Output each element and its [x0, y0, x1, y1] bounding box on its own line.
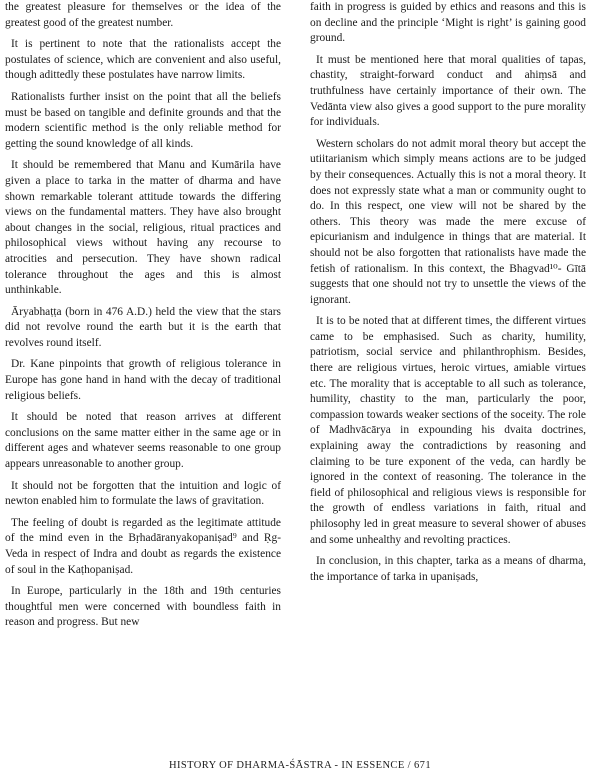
paragraph: Dr. Kane pinpoints that growth of religious tolerance in Europe has gone hand in hand with the decay of traditional religious beliefs.	[5, 358, 281, 402]
footer-separator: /	[407, 760, 411, 771]
paragraph: In Europe, particularly in the 18th and 19th centuries thoughtful men were concerned with boundless faith in reason and progress. But new	[5, 585, 281, 629]
paragraph: Rationalists further insist on the point that all the beliefs must be based on tangible and definite grounds and that the modern scientific method is the only reliable method for getting the sound knowledge of all kinds.	[5, 90, 281, 150]
paragraph: It should be noted that reason arrives at different conclusions on the same matter either in the same age or in different ages and whatever seems reasonable to one group appears unreasonable to another group.	[5, 411, 281, 471]
running-title: HISTORY OF DHARMA-ŚĀSTRA - IN ESSENCE	[169, 760, 405, 771]
paragraph: the greatest pleasure for themselves or the idea of the greatest good of the greatest number.	[5, 1, 281, 29]
right-column	[310, 0, 586, 591]
paragraph: Western scholars do not admit moral theory but accept the utiitarianism which simply means actions are to be judged by their consequences. Actually this is not a moral theory. It does not expressly state what a man or community ought to do. In this respect, one view will not be shared by the others. This theory was made the mere excuse of epicurianism and indulgence in things that are material. It should not be also forgotten that rationalists have made the fetish of rationalism. In this context, the Bhagvad¹⁰- Gītā suggests that one should not try to unsettle the views of the ignorant.	[310, 137, 586, 306]
paragraph: faith in progress is guided by ethics and reasons and this is on decline and the principle ‘Might is right’ is gaining good ground.	[310, 1, 586, 45]
paragraph: It should not be forgotten that the intuition and logic of newton enabled him to formulate the laws of gravitation.	[5, 479, 281, 508]
page-footer	[0, 760, 600, 771]
paragraph: It is pertinent to note that the rationalists accept the postulates of science, which are convenient and also useful, though adittedly these postulates have narrow limits.	[5, 38, 281, 82]
paragraph: Āryabhaṭṭa (born in 476 A.D.) held the view that the stars did not revolve round the earth but it is the earth that revolves round itself.	[5, 305, 281, 349]
paragraph: It should be remembered that Manu and Kumārila have given a place to tarka in the matter of dharma and have shown remarkable tolerant attitude towards the differing views on the fundamental matters. They have also brought about changes in the social, religious, ritual practices and philosophical views without having any recourse to atrocities and persecution. They have shown radical tolerance throughout the ages and this is almost unthinkable.	[5, 159, 281, 297]
paragraph: It must be mentioned here that moral qualities of tapas, chastity, straight-forward conduct and ahiṃsā and truthfulness have certainly importance of their own. The Vedānta view also gives a good support to the pure morality for individuals.	[310, 53, 586, 129]
left-column	[5, 0, 281, 637]
paragraph: In conclusion, in this chapter, tarka as a means of dharma, the importance of tarka in upaniṣads,	[310, 555, 586, 583]
page-number: 671	[414, 760, 431, 771]
paragraph: It is to be noted that at different times, the different virtues came to be emphasised. Such as charity, humility, patriotism, social service and philanthrophism. Besides, there are religious virtues, heroic virtues, amiable virtues etc. The morality that is acceptable to all such as tolerance, humility, chastity to the man, particularly the poor, compassion towards weaker sections of the soceity. The role of Madhvācārya in expounding his dvaita doctrines, explaining away the contradictions by reasoning and claiming to be ture exponent of the veda, can hardly be ignored in the context of reasoning. The tolerance in the field of philosophical and religious views is responsible for the growth of endless variations in faith, ritual and philosophy led in great measure to several shower of abuses and some unhealthy and revolting practices.	[310, 315, 586, 546]
paragraph: The feeling of doubt is regarded as the legitimate attitude of the mind even in the Bṛhadāranyakopaniṣad⁹ and Ṛg-Veda in respect of Indra and doubt as regards the existence of soul in the Kaṭhopaniṣad.	[5, 516, 281, 576]
